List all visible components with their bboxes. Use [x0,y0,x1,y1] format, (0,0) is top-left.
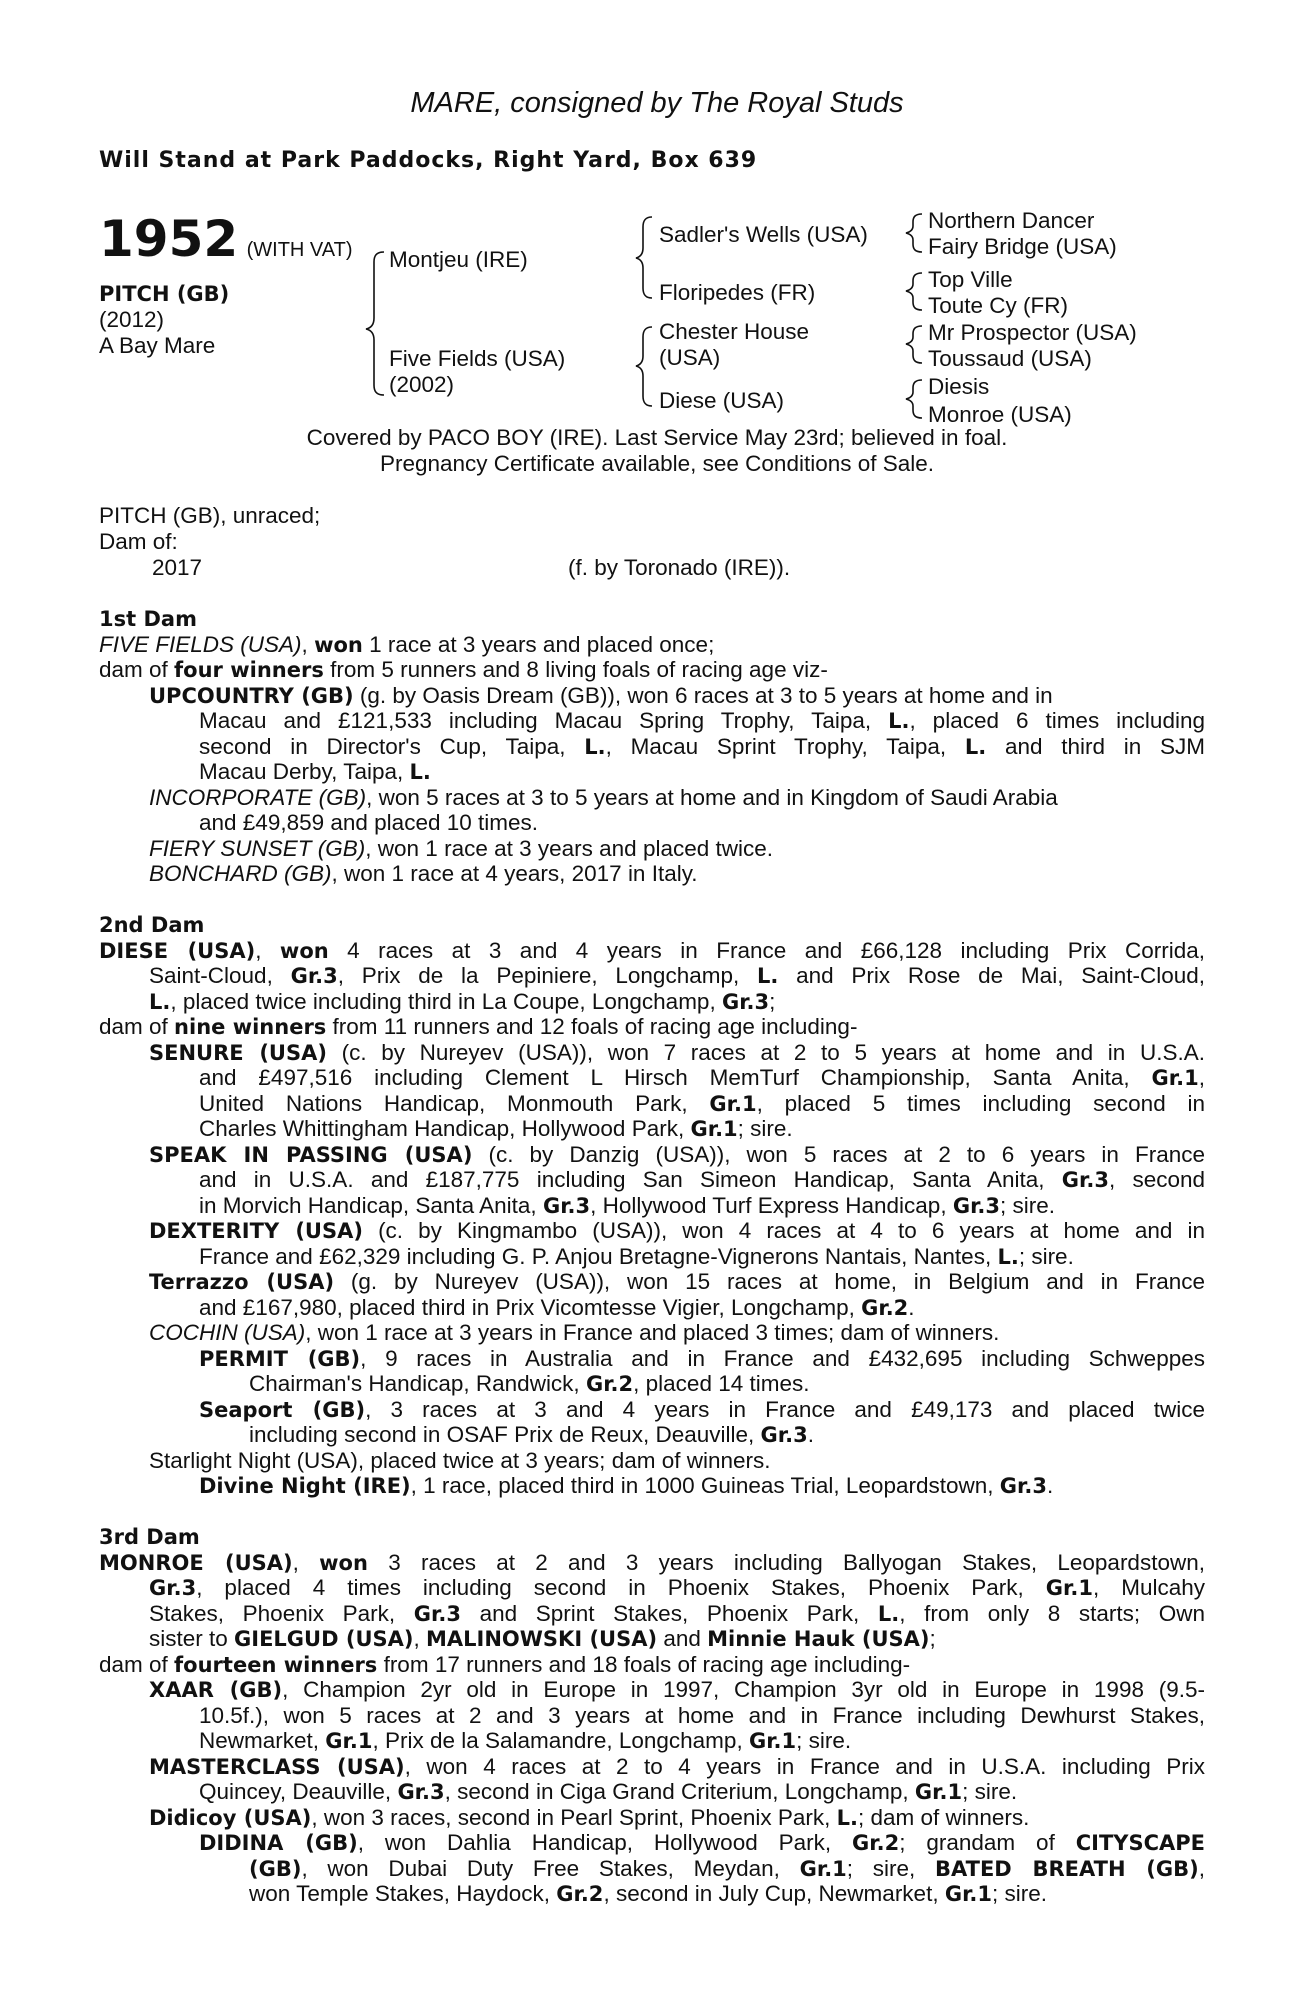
runner-permit: PERMIT (GB), 9 races in Australia and in France and £432,695 including Schweppes [199,1345,1205,1371]
section-heading: 1st Dam [99,607,197,631]
runner-incorporate: INCORPORATE (GB), won 5 races at 3 to 5 years at home and in Kingdom of Saudi Arabia [149,784,1058,810]
runner-xaar: XAAR (GB), Champion 2yr old in Europe in 1997, Champion 3yr old in Europe in 1998 (9.5- [149,1677,1205,1702]
runner-seaport: Seaport (GB), 3 races at 3 and 4 years in France and £49,173 and placed twice [199,1396,1205,1422]
runner-terrazzo: Terrazzo (USA) (g. by Nureyev (USA)), won 15 races at home, in Belgium and in France [149,1269,1205,1294]
runner-speak-in-passing-line3: in Morvich Handicap, Santa Anita, Gr.3, Hollywood Turf Express Handicap, Gr.3; sire. [199,1192,1056,1218]
pedigree-dam-year: (2002) [389,372,455,397]
bracket-sire-line [636,217,652,298]
dam-summary-line2: Gr.3, placed 4 times including second in Phoenix Stakes, Phoenix Park, Gr.1, Mulcahy [149,1575,1205,1600]
runner-senure-line4: Charles Whittingham Handicap, Hollywood Park, Gr.1; sire. [199,1116,793,1141]
runner-masterclass: MASTERCLASS (USA), won 4 races at 2 to 4 years in France and in U.S.A. including Prix [149,1753,1205,1779]
runner-speak-in-passing: SPEAK IN PASSING (USA) (c. by Danzig (USA)), won 5 races at 2 to 6 years in France [149,1141,1205,1167]
pedigree-sire-sire: Sadler's Wells (USA) [659,222,868,247]
pedigree-dam-sire: Chester House [659,319,810,344]
horse-year: (2012) [99,307,165,332]
pedigree-sire-dam: Floripedes (FR) [659,280,816,305]
runner-cochin: COCHIN (USA), won 1 race at 3 years in France and placed 3 times; dam of winners. [149,1320,1000,1345]
runner-dexterity-line2: France and £62,329 including G. P. Anjou Bretagne-Vignerons Nantais, Nantes, L.; sire. [199,1243,1074,1269]
runner-seaport-line2: including second in OSAF Prix de Reux, Deauville, Gr.3. [249,1422,814,1447]
runner-masterclass-line2: Quincey, Deauville, Gr.3, second in Ciga Grand Criterium, Longchamp, Gr.1; sire. [199,1779,1018,1804]
runner-divine-night: Divine Night (IRE), 1 race, placed third in 1000 Guineas Trial, Leopardstown, Gr.3. [199,1473,1054,1498]
horse-description: A Bay Mare [99,333,216,358]
runner-permit-line2: Chairman's Handicap, Randwick, Gr.2, placed 14 times. [249,1371,810,1396]
runner-senure-line2: and £497,516 including Clement L Hirsch MemTurf Championship, Santa Anita, Gr.1, [199,1065,1205,1090]
runner-upcountry-line4: Macau Derby, Taipa, L. [199,759,431,784]
section-heading: 3rd Dam [99,1525,200,1549]
dam-summary: FIVE FIELDS (USA), won 1 race at 3 years and placed once; [99,631,715,657]
pedigree-gen3-4: Toute Cy (FR) [928,293,1069,318]
produce-status: PITCH (GB), unraced; [99,503,321,528]
dam-summary-line4: sister to GIELGUD (USA), MALINOWSKI (USA) and Minnie Hauk (USA); [149,1626,936,1651]
runner-bonchard: BONCHARD (GB), won 1 race at 4 years, 2017 in Italy. [149,861,698,886]
bracket-gen3-3 [906,326,922,363]
produce-year: 2017 [152,555,203,580]
pedigree-sire: Montjeu (IRE) [389,247,528,272]
pedigree-gen3-6: Toussaud (USA) [928,346,1092,371]
dam-summary-line3: L., placed twice including third in La Coupe, Longchamp, Gr.3; [149,988,776,1014]
dam-summary-line3: Stakes, Phoenix Park, Gr.3 and Sprint Stakes, Phoenix Park, L., from only 8 starts; Own [149,1600,1205,1626]
runner-incorporate-line2: and £49,859 and placed 10 times. [199,810,539,835]
pedigree-gen3-1: Northern Dancer [928,208,1095,233]
first-dam-section [99,606,1205,887]
pedigree-gen3-5: Mr Prospector (USA) [928,320,1137,345]
runner-upcountry: UPCOUNTRY (GB) (g. by Oasis Dream (GB)), won 6 races at 3 to 5 years at home and in [149,682,1053,708]
runner-starlight-night: Starlight Night (USA), placed twice at 3 years; dam of winners. [149,1447,771,1473]
dam-summary: MONROE (USA), won 3 races at 2 and 3 years including Ballyogan Stakes, Leopardstown, [99,1549,1205,1575]
horse-name: PITCH (GB) [99,282,230,306]
runner-upcountry-line3: second in Director's Cup, Taipa, L., Macau Sprint Trophy, Taipa, L. and third in SJM [199,733,1205,759]
pedigree-gen3-2: Fairy Bridge (USA) [928,234,1117,259]
dam-produce-summary: dam of fourteen winners from 17 runners and 18 foals of racing age including- [99,1651,911,1677]
pedigree-gen3-3: Top Ville [928,267,1013,292]
runner-didina: DIDINA (GB), won Dahlia Handicap, Hollywood Park, Gr.2; grandam of CITYSCAPE [199,1830,1205,1855]
pedigree-dam: Five Fields (USA) [389,346,566,371]
runner-senure-line3: United Nations Handicap, Monmouth Park, Gr.1, placed 5 times including second in [199,1090,1205,1116]
pedigree-dam-sire-country: (USA) [659,345,721,370]
runner-didina-line3: won Temple Stakes, Haydock, Gr.2, second in July Cup, Newmarket, Gr.1; sire. [249,1881,1048,1906]
runner-didicoy: Didicoy (USA), won 3 races, second in Pearl Sprint, Phoenix Park, L.; dam of winners. [149,1804,1030,1830]
bracket-gen3-4 [906,380,922,418]
stand-location: Will Stand at Park Paddocks, Right Yard, Box 639 [99,148,758,173]
bracket-dam-line [366,252,384,395]
runner-terrazzo-line2: and £167,980, placed third in Prix Vicomtesse Vigier, Longchamp, Gr.2. [199,1294,915,1320]
runner-senure: SENURE (USA) (c. by Nureyev (USA)), won 7 races at 2 to 5 years at home and in U.S.A. [149,1039,1205,1065]
bracket-dam-sire-line [636,327,652,406]
lot-number: 1952 [99,210,239,268]
produce-heading: Dam of: [99,529,178,554]
runner-xaar-line3: Newmarket, Gr.1, Prix de la Salamandre, Longchamp, Gr.1; sire. [199,1728,852,1753]
runner-dexterity: DEXTERITY (USA) (c. by Kingmambo (USA)), won 4 races at 4 to 6 years at home and in [149,1218,1205,1243]
pedigree-gen3-7: Diesis [928,374,990,399]
runner-fiery-sunset: FIERY SUNSET (GB), won 1 race at 3 years and placed twice. [149,835,774,861]
pedigree-brackets [0,0,1314,450]
runner-speak-in-passing-line2: and in U.S.A. and £187,775 including San Simeon Handicap, Santa Anita, Gr.3, second [199,1167,1205,1192]
section-heading: 2nd Dam [99,913,205,937]
pregnancy-note: Pregnancy Certificate available, see Conditions of Sale. [379,451,935,476]
runner-xaar-line2: 10.5f.), won 5 races at 2 and 3 years at home and in France including Dewhurst Stakes, [199,1702,1205,1728]
second-dam-section [99,912,1205,1499]
dam-produce-summary: dam of nine winners from 11 runners and 12 foals of racing age including- [99,1014,858,1039]
third-dam-section [99,1524,1205,1907]
dam-summary: DIESE (USA), won 4 races at 3 and 4 years in France and £66,128 including Prix Corrida, [99,937,1205,963]
bracket-gen3-1 [906,214,922,252]
dam-summary-line2: Saint-Cloud, Gr.3, Prix de la Pepiniere, Longchamp, L. and Prix Rose de Mai, Saint-Cloud, [149,963,1205,988]
covering-note: Covered by PACO BOY (IRE). Last Service May 23rd; believed in foal. [306,425,1008,450]
pedigree-dam-dam: Diese (USA) [659,388,785,413]
produce-description: (f. by Toronado (IRE)). [568,555,791,580]
bracket-gen3-2 [906,273,922,310]
dam-produce-summary: dam of four winners from 5 runners and 8 living foals of racing age viz- [99,657,828,682]
runner-upcountry-line2: Macau and £121,533 including Macau Spring Trophy, Taipa, L., placed 6 times including [199,708,1205,733]
vat-label: (WITH VAT) [246,239,353,261]
runner-didina-line2: (GB), won Dubai Duty Free Stakes, Meydan, Gr.1; sire, BATED BREATH (GB), [249,1855,1205,1881]
page-title: MARE, consigned by The Royal Studs [410,87,904,119]
pedigree-gen3-8: Monroe (USA) [928,402,1072,427]
